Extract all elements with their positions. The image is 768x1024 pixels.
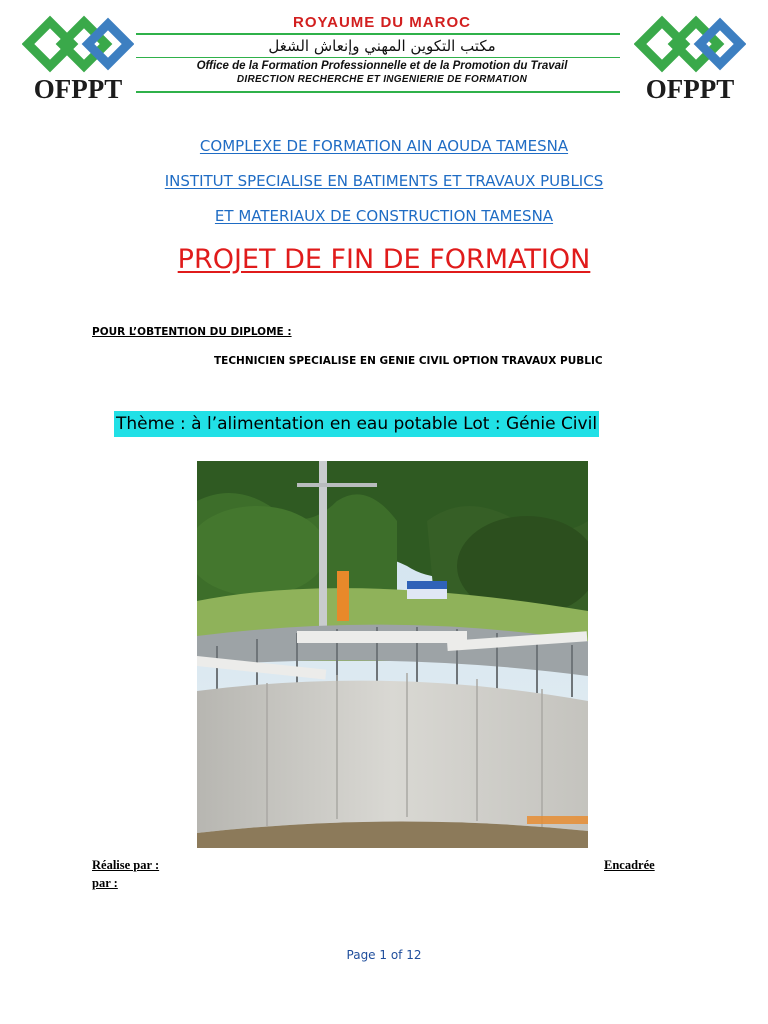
header-rule-mid xyxy=(136,57,620,58)
ofppt-emblem-icon xyxy=(22,12,134,76)
complex-title: COMPLEXE DE FORMATION AIN AOUDA TAMESNA xyxy=(199,137,569,155)
realise-par-label: Réalise par : xyxy=(92,858,160,872)
project-title: PROJET DE FIN DE FORMATION xyxy=(177,244,591,275)
ofppt-logo-left xyxy=(22,12,134,102)
theme-heading: Thème : à l’alimentation en eau potable Lot : Génie Civil xyxy=(114,411,599,437)
header-arabic: مكتب التكوين المهني وإنعاش الشغل xyxy=(268,37,496,55)
institute-title: INSTITUT SPECIALISE EN BATIMENTS ET TRAVAUX PUBLICS xyxy=(164,172,604,190)
header-kingdom: ROYAUME DU MAROC xyxy=(293,14,471,31)
header-rule-bottom xyxy=(136,91,620,93)
materials-title: ET MATERIAUX DE CONSTRUCTION TAMESNA xyxy=(214,207,554,225)
diploma-label: POUR L’OBTENTION DU DIPLOME : xyxy=(92,326,292,338)
diploma-value: TECHNICIEN SPECIALISE EN GENIE CIVIL OPTION TRAVAUX PUBLIC xyxy=(214,355,603,367)
logo-left-text: OFPPT xyxy=(33,74,123,104)
header-rule-top xyxy=(136,33,620,35)
encadree-label: Encadrée xyxy=(604,858,655,872)
ofppt-logo-right xyxy=(634,12,746,102)
ofppt-emblem-icon xyxy=(634,12,746,76)
header-direction: DIRECTION RECHERCHE ET INGENIERIE DE FORMATION xyxy=(236,74,528,85)
logo-right-text: OFPPT xyxy=(645,74,735,104)
header-office: Office de la Formation Professionnelle et de la Promotion du Travail xyxy=(196,60,568,72)
page-number: Page 1 of 12 xyxy=(346,948,422,962)
reservoir-photo-illustration xyxy=(197,461,588,848)
encadree-par-label: par : xyxy=(92,876,118,890)
reservoir-photo xyxy=(197,461,588,848)
